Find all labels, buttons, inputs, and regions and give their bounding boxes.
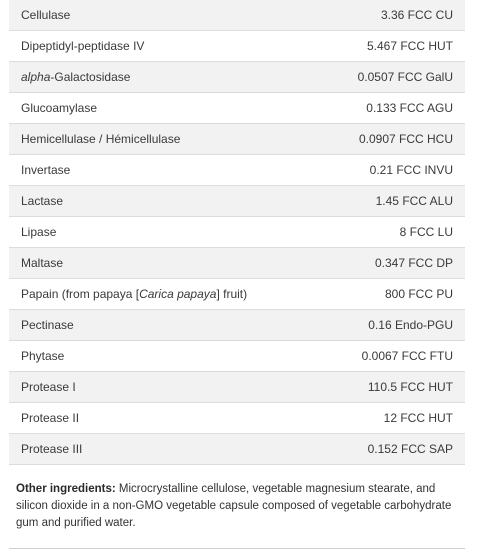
ingredient-name: Protease II <box>21 411 80 425</box>
ingredient-amount: 0.0507 FCC GalU <box>357 70 453 84</box>
ingredient-name: Invertase <box>21 163 71 177</box>
table-row <box>9 310 465 341</box>
other-ingredients-note <box>16 481 464 532</box>
table-row <box>9 403 465 434</box>
ingredient-amount: 12 FCC HUT <box>383 411 453 425</box>
ingredient-amount: 5.467 FCC HUT <box>366 39 453 53</box>
ingredient-name <box>21 70 130 84</box>
ingredient-name: Phytase <box>21 349 65 363</box>
ingredients-table <box>9 0 465 465</box>
ingredient-amount: 0.21 FCC INVU <box>369 163 453 177</box>
table-row <box>9 186 465 217</box>
table-row <box>9 0 465 31</box>
ingredient-name: Maltase <box>21 256 64 270</box>
ingredient-name: Glucoamylase <box>21 101 98 115</box>
ingredient-amount: 0.16 Endo-PGU <box>368 318 453 332</box>
ingredient-amount: 110.5 FCC HUT <box>367 380 453 394</box>
table-row <box>9 372 465 403</box>
ingredient-amount: 0.152 FCC SAP <box>367 442 453 456</box>
ingredient-amount: 0.0907 FCC HCU <box>358 132 453 146</box>
divider <box>9 548 465 549</box>
table-row <box>9 434 465 465</box>
table-row <box>9 93 465 124</box>
table-row <box>9 217 465 248</box>
ingredient-name: Hemicellulase / Hémicellulase <box>21 132 181 146</box>
ingredient-name: Lipase <box>21 225 57 239</box>
ingredient-name: Dipeptidyl-peptidase IV <box>21 39 145 53</box>
table-row <box>9 62 465 93</box>
ingredient-amount: 0.347 FCC DP <box>374 256 453 270</box>
table-row <box>9 124 465 155</box>
ingredient-name-italic: alpha <box>21 70 51 84</box>
ingredient-name: Protease I <box>21 380 76 394</box>
ingredient-amount: 800 FCC PU <box>384 287 453 301</box>
table-row <box>9 248 465 279</box>
table-row <box>9 155 465 186</box>
ingredient-name-post: ] fruit) <box>216 287 248 301</box>
ingredient-amount: 0.133 FCC AGU <box>366 101 453 115</box>
other-ingredients-heading: Other ingredients: <box>16 482 116 495</box>
ingredient-name-pre: Papain (from papaya [ <box>21 287 140 301</box>
ingredient-name: Cellulase <box>21 8 71 22</box>
ingredient-name-rest: -Galactosidase <box>50 70 131 84</box>
ingredient-amount: 0.0067 FCC FTU <box>361 349 453 363</box>
table-row <box>9 31 465 62</box>
ingredient-name-italic: Carica papaya <box>139 287 217 301</box>
ingredient-name: Protease III <box>21 442 83 456</box>
ingredient-name: Lactase <box>21 194 64 208</box>
other-ingredients-text: Microcrystalline cellulose, vegetable magnesium stearate, and silicon dioxide in a non-GMO vegetable capsule composed of vegetable carbohydrate gum and purified water. <box>16 482 452 529</box>
table-row <box>9 279 465 310</box>
ingredient-name: Pectinase <box>21 318 74 332</box>
table-row <box>9 341 465 372</box>
ingredient-amount: 8 FCC LU <box>399 225 453 239</box>
ingredient-amount: 1.45 FCC ALU <box>375 194 453 208</box>
ingredient-name <box>21 287 247 301</box>
ingredient-amount: 3.36 FCC CU <box>380 8 453 22</box>
